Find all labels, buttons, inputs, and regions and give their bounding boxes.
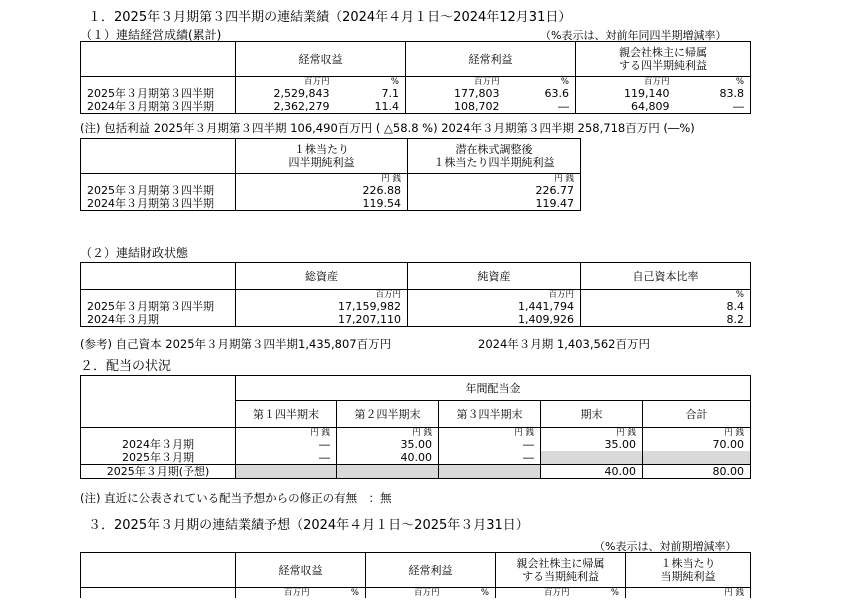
row-label: 2024年３月期: [81, 438, 236, 451]
forecast-pct-note: （%表示は、対前期増減率）: [594, 540, 737, 553]
value-cell: ―: [439, 451, 541, 465]
operating-results-title: （１）連結経営成績(累計): [80, 28, 222, 42]
value-cell: 7.1: [336, 87, 406, 100]
row-label: 2025年３月期第３四半期: [81, 184, 236, 197]
label-header-cell: [81, 263, 236, 290]
value-cell: 8.4: [581, 300, 751, 313]
value-cell: 119.47: [408, 197, 581, 211]
value-cell: 83.8: [676, 87, 751, 100]
header-eps-line2: 当期純利益: [660, 570, 716, 583]
financial-position-table: [80, 262, 751, 327]
header-eps: [236, 139, 408, 174]
value-cell: 40.00: [541, 465, 643, 479]
value-cell-blank: [439, 465, 541, 479]
value-cell-blank: [541, 451, 643, 465]
header-ordinary-income: 経常収益: [236, 42, 406, 77]
unit-cell: 円 銭: [643, 428, 751, 439]
unit-cell: %: [581, 290, 751, 301]
unit-label-cell: [81, 588, 236, 599]
value-cell: 108,702: [454, 100, 500, 113]
unit-cell: %: [676, 77, 751, 88]
table-row: [81, 300, 751, 313]
header-net-income-line2: する四半期純利益: [619, 59, 707, 72]
header-q3: 第３四半期末: [439, 401, 541, 428]
forecast-table: [80, 552, 751, 598]
value-cell: 17,159,982: [236, 300, 408, 313]
value-cell: 119.54: [236, 197, 408, 211]
value-cell: 63.6: [506, 87, 576, 100]
header-ordinary-income: 経常収益: [236, 553, 366, 588]
header-annual-dividend: 年間配当金: [236, 376, 751, 401]
header-eps-line2: 四半期純利益: [288, 156, 355, 169]
row-label: 2024年３月期: [81, 313, 236, 327]
unit-cell: %: [576, 588, 626, 599]
table-row: [81, 184, 581, 197]
unit-label-cell: [81, 174, 236, 185]
operating-results-table: [80, 41, 751, 114]
table-header-row: [81, 376, 751, 401]
row-label: 2024年３月期第３四半期: [81, 197, 236, 211]
dividends-table: [80, 375, 751, 479]
header-net-income-line1: 親会社株主に帰属: [516, 557, 605, 570]
value-cell: 177,803: [454, 87, 500, 100]
value-cell-blank: [236, 465, 337, 479]
header-eps-line1: １株当たり: [294, 143, 349, 156]
header-net-income-line1: 親会社株主に帰属: [619, 46, 707, 59]
unit-row: [81, 174, 581, 185]
unit-cell: 円 銭: [439, 428, 541, 439]
unit-cell: %: [336, 77, 406, 88]
value-cell: 17,207,110: [236, 313, 408, 327]
label-header-cell: [81, 376, 236, 428]
header-total: 合計: [643, 401, 751, 428]
value-cell: 40.00: [337, 451, 439, 465]
table-header-row: [81, 263, 751, 290]
header-equity-ratio: 自己資本比率: [581, 263, 751, 290]
value-cell: 226.77: [408, 184, 581, 197]
value-cell: 35.00: [541, 438, 643, 451]
value-cell: 64,809: [631, 100, 670, 113]
section3-title: ３．2025年３月期の連結業績予想（2024年４月１日～2025年３月31日）: [88, 518, 529, 533]
value-cell: 35.00: [337, 438, 439, 451]
table-row: [81, 451, 751, 465]
value-cell: 1,441,794: [408, 300, 581, 313]
unit-row: [81, 588, 751, 599]
header-total-assets: 総資産: [236, 263, 408, 290]
value-cell-blank: [337, 465, 439, 479]
value-cell: ―: [676, 100, 751, 114]
unit-cell: 百万円: [283, 588, 310, 598]
table-header-row: [81, 553, 751, 588]
unit-row: [81, 290, 751, 301]
row-label: 2025年３月期(予想): [81, 465, 236, 479]
header-diluted-eps: [408, 139, 581, 174]
header-net-assets: 純資産: [408, 263, 581, 290]
unit-cell: %: [316, 588, 366, 599]
equity-note-right: 2024年３月期 1,403,562百万円: [478, 337, 650, 351]
row-label: 2024年３月期第３四半期: [81, 100, 236, 114]
operating-results-pct-note: （%表示は、対前年同四半期増減率）: [540, 29, 727, 42]
value-cell: 8.2: [581, 313, 751, 327]
unit-cell: %: [506, 77, 576, 88]
value-cell: ―: [439, 438, 541, 451]
value-cell: ―: [236, 451, 337, 465]
unit-cell: 百万円: [473, 77, 500, 87]
unit-cell: 円 銭: [626, 588, 751, 599]
unit-cell: 円 銭: [236, 428, 337, 439]
header-net-income: [496, 553, 626, 588]
eps-table: [80, 138, 581, 211]
header-eps: [626, 553, 751, 588]
unit-cell: 百万円: [543, 588, 570, 598]
value-cell: 11.4: [336, 100, 406, 114]
header-q1: 第１四半期末: [236, 401, 337, 428]
table-row: [81, 465, 751, 479]
table-row: [81, 313, 751, 327]
financial-position-title: （２）連結財政状態: [80, 246, 189, 260]
equity-note-left: (参考) 自己資本 2025年３月期第３四半期1,435,807百万円: [80, 337, 392, 351]
value-cell: 226.88: [236, 184, 408, 197]
value-cell: 1,409,926: [408, 313, 581, 327]
label-header-cell: [81, 139, 236, 174]
comprehensive-income-note: (注) 包括利益 2025年３月期第３四半期 106,490百万円 ( △58.8 %) 2024年３月期第３四半期 258,718百万円 (―%): [80, 121, 695, 135]
unit-cell: 百万円: [643, 77, 670, 87]
value-cell-blank: [643, 451, 751, 465]
value-cell: 80.00: [643, 465, 751, 479]
unit-label-cell: [81, 290, 236, 301]
value-cell: 70.00: [643, 438, 751, 451]
table-row: [81, 438, 751, 451]
unit-cell: 百万円: [236, 77, 336, 88]
header-ordinary-profit: 経常利益: [406, 42, 576, 77]
header-q2: 第２四半期末: [337, 401, 439, 428]
unit-row: [81, 77, 751, 88]
unit-cell: 百万円: [408, 290, 581, 301]
row-label: 2025年３月期第３四半期: [81, 87, 236, 100]
header-diluted-eps-line1: 潜在株式調整後: [455, 143, 533, 156]
table-row: [81, 197, 581, 211]
unit-cell: 円 銭: [541, 428, 643, 439]
label-header-cell: [81, 553, 236, 588]
section2-title: ２．配当の状況: [80, 359, 172, 374]
header-year-end: 期末: [541, 401, 643, 428]
value-cell: 2,362,279: [273, 100, 330, 113]
value-cell: ―: [506, 100, 576, 114]
unit-label-cell: [81, 77, 236, 88]
unit-cell: 円 銭: [337, 428, 439, 439]
unit-cell: 円 銭: [236, 174, 408, 185]
value-cell: 2,529,843: [273, 87, 330, 100]
header-net-income-line2: する当期純利益: [522, 570, 599, 583]
value-cell: 119,140: [624, 87, 670, 100]
header-eps-line1: １株当たり: [660, 557, 716, 570]
dividend-revision-note: (注) 直近に公表されている配当予想からの修正の有無 ：無: [80, 491, 392, 505]
header-ordinary-profit: 経常利益: [366, 553, 496, 588]
row-label: 2025年３月期: [81, 451, 236, 465]
header-net-income: [576, 42, 751, 77]
table-header-row: [81, 42, 751, 77]
unit-cell: %: [446, 588, 496, 599]
section1-title: １．2025年３月期第３四半期の連結業績（2024年４月１日～2024年12月31日）: [88, 10, 572, 25]
unit-label-cell: [81, 428, 236, 439]
table-row: [81, 87, 751, 100]
row-label: 2025年３月期第３四半期: [81, 300, 236, 313]
value-cell: ―: [236, 438, 337, 451]
unit-row: [81, 428, 751, 439]
unit-cell: 百万円: [236, 290, 408, 301]
header-diluted-eps-line2: １株当たり四半期純利益: [433, 156, 555, 169]
table-header-row: [81, 139, 581, 174]
unit-cell: 円 銭: [408, 174, 581, 185]
table-row: [81, 100, 751, 114]
label-header-cell: [81, 42, 236, 77]
unit-cell: 百万円: [413, 588, 440, 598]
